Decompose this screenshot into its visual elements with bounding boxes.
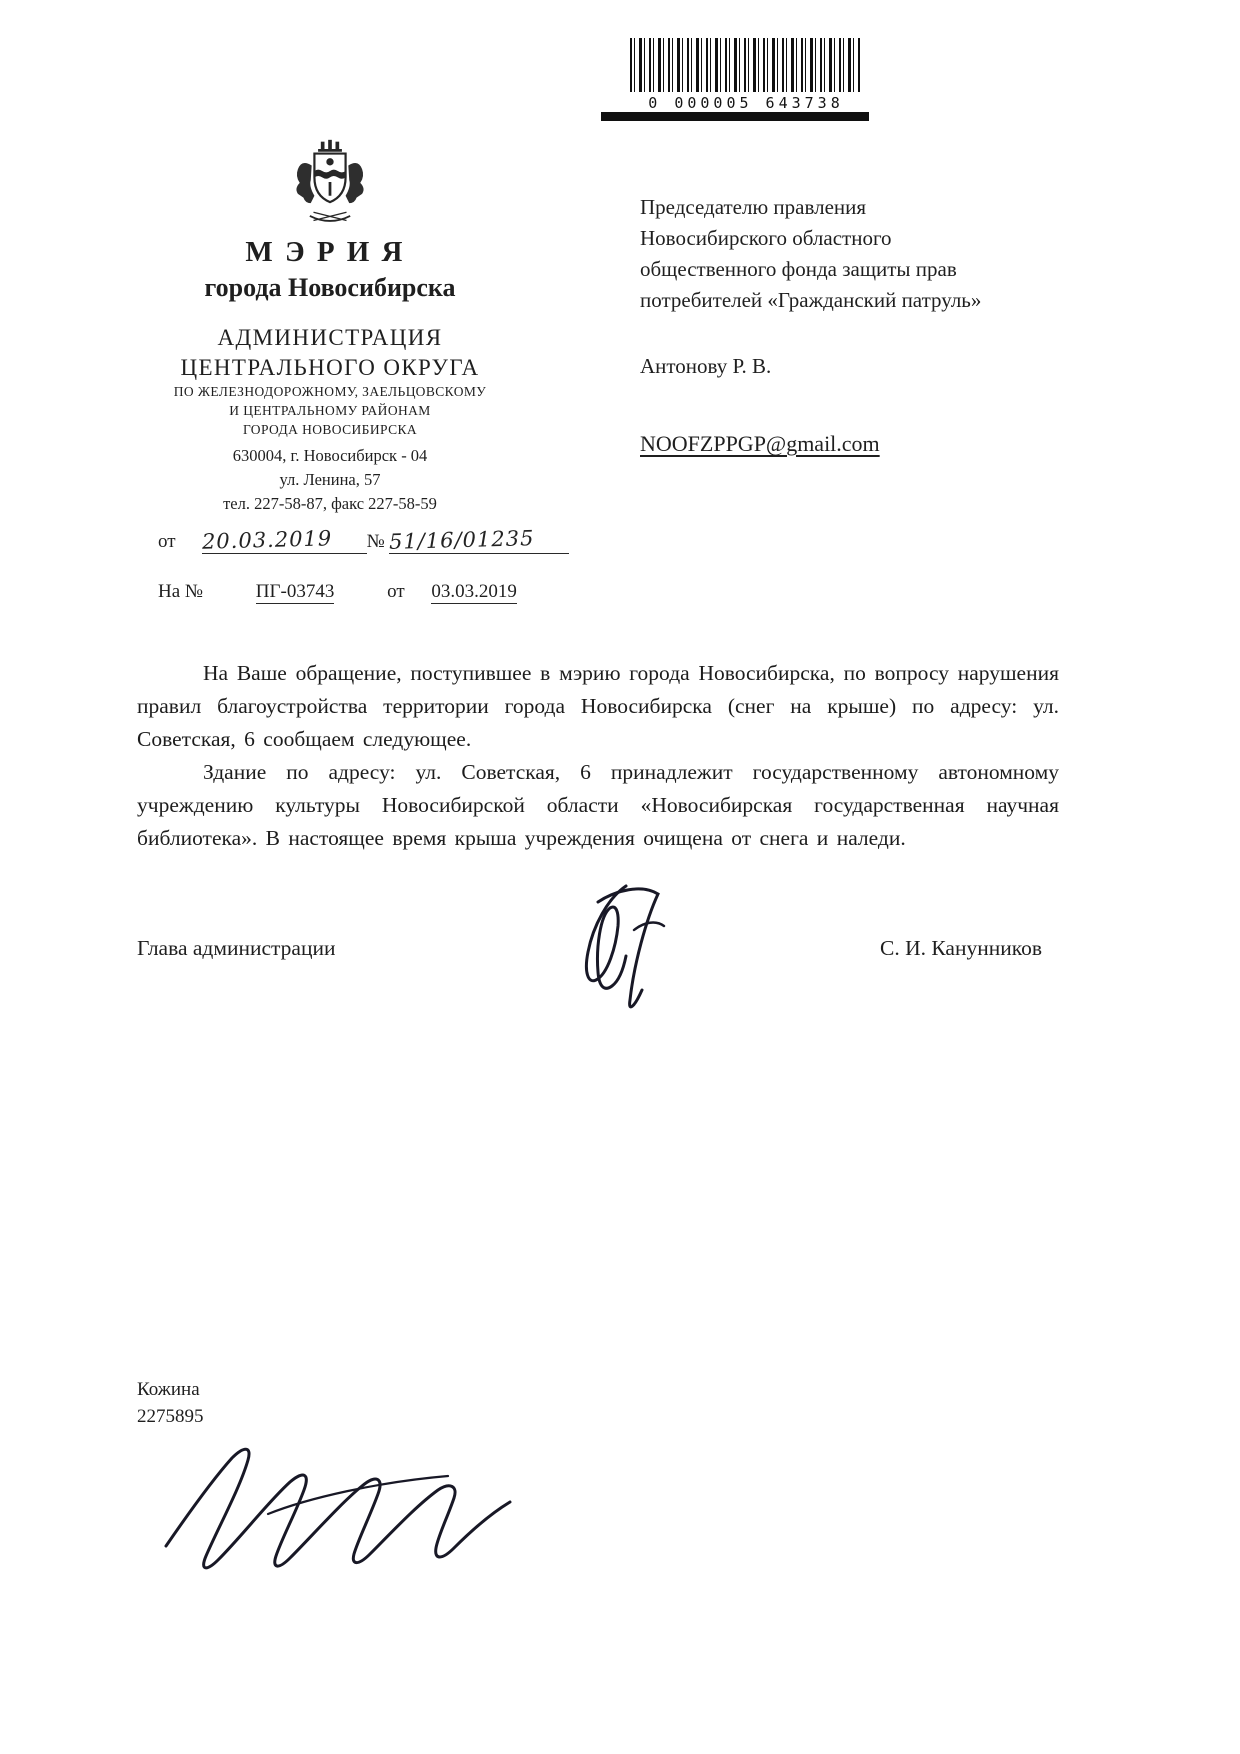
incoming-date: 03.03.2019 [431, 581, 517, 602]
outgoing-reference-line [158, 528, 578, 554]
incoming-from-label: от [387, 581, 405, 602]
body-paragraph-2: Здание по адресу: ул. Советская, 6 принадлежит государственному автономному учреждению культуры Новосибирской области «Новосибирская государственная научная библиотека». В настоящее время крыша учреждения очищена от снега и наледи. [137, 760, 1059, 850]
department-line1: АДМИНИСТРАЦИЯ [217, 325, 443, 350]
postal-address-line3: тел. 227-58-87, факс 227-58-59 [223, 494, 437, 513]
letterhead [70, 138, 590, 514]
outgoing-from-label: от [158, 531, 176, 552]
executor-phone: 2275895 [137, 1406, 204, 1427]
incoming-label: На № [158, 581, 204, 602]
org-name-line1: МЭРИЯ [245, 236, 415, 268]
org-name-line2: города Новосибирска [204, 273, 456, 302]
department-sub1: ПО ЖЕЛЕЗНОДОРОЖНОМУ, ЗАЕЛЬЦОВСКОМУ [173, 384, 487, 399]
outgoing-date-handwritten: 20.03.2019 [202, 526, 333, 554]
addressee-name: Антонову Р. В. [640, 354, 772, 378]
barcode-bars-icon [630, 38, 862, 92]
scan-artifact-bar [601, 112, 869, 121]
signer-name: С. И. Канунников [880, 936, 1042, 960]
addressee-block [640, 192, 1090, 457]
signer-title: Глава администрации [137, 936, 336, 960]
addressee-line: Новосибирского областного [640, 226, 892, 250]
addressee-email: NOOFZPPGP@gmail.com [640, 431, 880, 456]
head-signature [538, 868, 718, 1018]
addressee-line: общественного фонда защиты прав [640, 257, 957, 281]
barcode-digits: 0 000005 643738 [648, 94, 844, 112]
body-paragraph-1: На Ваше обращение, поступившее в мэрию города Новосибирска, по вопросу нарушения правил благоустройства территории города Новосибирска (снег на крыше) по адресу: ул. Советская, 6 сообщаем следующее. [137, 661, 1059, 751]
postal-address-line1: 630004, г. Новосибирск - 04 [232, 446, 428, 465]
letter-body [137, 657, 1059, 855]
department-sub2: И ЦЕНТРАЛЬНОМУ РАЙОНАМ [229, 403, 431, 418]
executor-name: Кожина [137, 1379, 200, 1400]
postal-address-line2: ул. Ленина, 57 [279, 470, 381, 489]
incoming-reference-line [158, 581, 578, 604]
barcode [622, 38, 870, 112]
executor-signature [148, 1418, 528, 1588]
incoming-number: ПГ-03743 [255, 581, 335, 602]
city-coat-of-arms-icon [284, 138, 376, 226]
addressee-line: Председателю правления [640, 195, 867, 219]
department-line2: ЦЕНТРАЛЬНОГО ОКРУГА [180, 355, 480, 380]
number-sign: № [366, 531, 385, 552]
department-sub3: ГОРОДА НОВОСИБИРСКА [242, 422, 418, 437]
outgoing-number-handwritten: 51/16/01235 [389, 526, 536, 554]
reference-block [158, 528, 578, 604]
addressee-line: потребителей «Гражданский патруль» [640, 288, 982, 312]
